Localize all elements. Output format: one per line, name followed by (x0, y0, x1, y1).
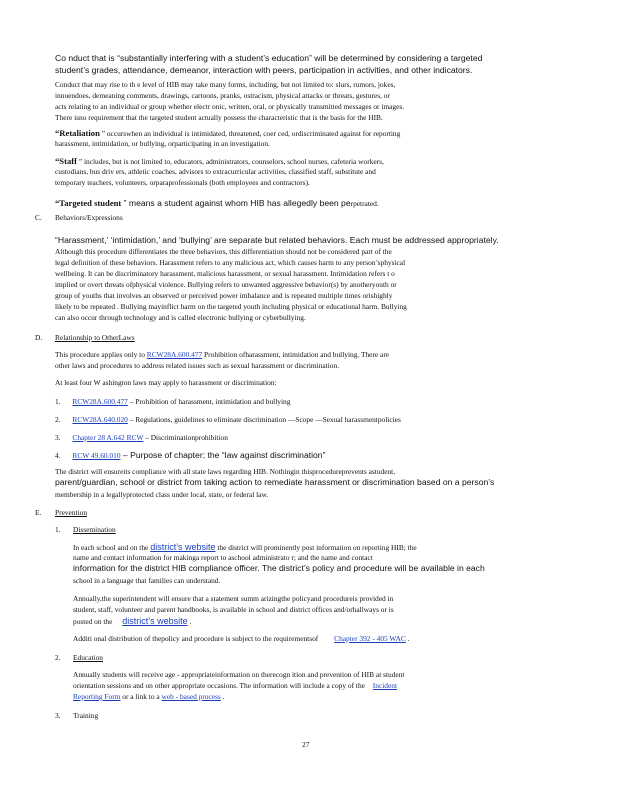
subsection-2-title: Education (73, 653, 103, 662)
subsection-2-number: 2. (55, 653, 61, 662)
subsection-1-title: Dissemination (73, 525, 116, 534)
section-c-title: Behaviors/Expressions (55, 213, 123, 222)
conduct-line-3: acts relating to an individual or group whether electr onic, written, oral, or physically transmitted messages or images. (55, 102, 405, 111)
education-line-1: Annually students will receive age - appropriateinformation on therecogn ition and prevention of HIB at student (73, 670, 405, 679)
reporting-form-link[interactable]: Reporting Form (73, 692, 121, 701)
section-d-letter: D. (35, 333, 43, 342)
law-item-4-number: 4. (55, 451, 61, 460)
district-compliance-line-2: parent/guardian, school or district from taking action to remediate harassment or discrimination based on a person’s (55, 477, 495, 487)
subsection-3-title: Training (73, 711, 99, 720)
section-c-letter: C. (35, 213, 42, 222)
district-compliance-line-1: The district will ensureits compliance with all state laws regarding HIB. Nothingin thisprocedureprevents astudent, (55, 467, 396, 476)
retaliation-definition-line-2: harassment, intimidation, or bullying, orparticipating in an investigation. (55, 139, 270, 148)
staff-definition-line-2: custodians, bus driv ers, athletic coaches, advisors to extracurricular activities, classified staff, substitute and (55, 167, 376, 176)
retaliation-term: “Retaliation (55, 128, 100, 138)
dissemination-text-start: In each school and on the (73, 543, 149, 552)
additional-distribution-text: Additi onal distribution of thepolicy and procedure is subject to the requirementsof (73, 634, 319, 643)
page-number: 27 (302, 740, 310, 749)
behaviors-line-1: Although this procedure differentiates the three behaviors, this differentiation should not be considered part of the (55, 247, 392, 256)
staff-definition-line-3: temporary teachers, volunteers, orparaprofessionals (both employees and contractors). (55, 178, 310, 187)
dissemination-text-end: the district will prominently post information on reporting HIB; the (215, 543, 417, 552)
law-item-1-number: 1. (55, 397, 61, 406)
dissemination-line-4: school in a language that families can understand. (73, 576, 221, 585)
education-line-2 (73, 681, 397, 690)
section-e-letter: E. (35, 508, 42, 517)
annual-statement-line-3 (73, 616, 191, 626)
annual-statement-text: posted on the (73, 617, 113, 626)
law-item-3-link[interactable]: Chapter 28 A.642 RCW (72, 433, 144, 442)
conduct-line-1: Conduct that may rise to th e level of HIB may take many forms, including, but not limited to: slurs, rumors, jokes, (55, 80, 396, 89)
staff-term: “Staff (55, 156, 77, 166)
staff-definition-line-1 (55, 156, 384, 166)
education-link-text: or a link to a (120, 692, 160, 701)
law-item-3-text: – Discriminationprohibition (143, 433, 228, 442)
law-item-4 (55, 450, 325, 460)
behaviors-line-4: implied or overt threats ofphysical violence. Bullying refers to unwanted aggressive behavior(s) by anotheryouth or (55, 280, 397, 289)
law-item-3-number: 3. (55, 433, 61, 442)
behaviors-lead: “Harassment,’ ‘intimidation,’ and ‘bullying’ are separate but related behaviors. Each must be addressed appropriately. (55, 235, 499, 245)
web-based-process-link[interactable]: web - based process (161, 692, 221, 701)
intro-line-2: student’s grades, attendance, demeanor, interaction with peers, participation in activities, and other indicators. (55, 65, 473, 75)
behaviors-line-5: group of youths that involves an observed or perceived power imbalance and is repeated multiple times orishighly (55, 291, 393, 300)
staff-text: ” includes, but is not limited to, educators, administrators, counselors, school nurses, cafeteria workers, (76, 157, 384, 166)
relationship-text-start: This procedure applies only to (55, 350, 145, 359)
additional-distribution-end: . (405, 634, 410, 643)
relationship-line-3: At least four W ashington laws may apply to harassment or discrimination: (55, 378, 277, 387)
relationship-line-1 (55, 350, 389, 359)
annual-statement-line-2: student, staff, volunteer and parent handbooks, is available in school and district offices and/orhallways or is (73, 605, 394, 614)
subsection-1-number: 1. (55, 525, 61, 534)
dissemination-line-3: information for the district HIB compliance officer. The district’s policy and procedure will be available in each (73, 563, 485, 573)
targeted-student-term: “Targeted student (55, 198, 122, 208)
intro-line-1: Co nduct that is “substantially interfering with a student’s education” will be determined by considering a targeted (55, 53, 483, 63)
law-item-2-number: 2. (55, 415, 61, 424)
conduct-line-4: There isno requirement that the targeted student actually possess the characteristic that is the basis for the HIB. (55, 113, 383, 122)
law-item-1 (55, 397, 290, 406)
retaliation-definition-line-1 (55, 128, 400, 138)
targeted-student-definition (55, 193, 379, 211)
law-item-4-link[interactable]: RCW 49.60.010 (72, 451, 121, 460)
law-item-1-link[interactable]: RCW28A.600.477 (72, 397, 128, 406)
law-item-2-text: – Regulations, guidelines to eliminate discrimination —Scope —Sexual harassmentpolicies (127, 415, 401, 424)
targeted-student-text: ” means a student against whom HIB has allegedly been pe (121, 198, 351, 208)
behaviors-line-6: likely to be repeated . Bullying mayinflict harm on the targeted youth including physical or educational harm. Bullying (55, 302, 407, 311)
law-item-3 (55, 433, 228, 442)
law-item-4-text: – Purpose of chapter; the “law against discrimination” (120, 450, 326, 460)
section-d-title: Relationship to OtherLaws (55, 333, 135, 342)
education-end: . (220, 692, 225, 701)
law-item-1-text: – Prohibition of harassment, intimidation and bullying (127, 397, 291, 406)
district-compliance-line-3: membership in a legallyprotected class under local, state, or federal law. (55, 490, 269, 499)
dissemination-line-2: name and contact information for makinga report to aschool administrato r; and the name and contact (73, 553, 373, 562)
district-website-link[interactable]: district’s website (150, 542, 216, 552)
education-text: orientation sessions and on other appropriate occasions. The information will include a copy of the (73, 681, 365, 690)
retaliation-text: ” occurswhen an individual is intimidated, threatened, coer ced, ordiscriminated against for reporting (99, 129, 401, 138)
annual-statement-end: . (187, 617, 192, 626)
relationship-text-end: Prohibition ofharassment, intimidation and bullying. There are (202, 350, 390, 359)
annual-statement-line-1: Annually,the superintendent will ensure that a statement summ arizingthe policyand procedureis provided in (73, 594, 394, 603)
section-e-title: Prevention (55, 508, 88, 517)
district-website-link-2[interactable]: district’s website (122, 616, 188, 626)
conduct-line-2: innuendoes, demeaning comments, drawings, cartoons, pranks, ostracism, physical attacks or threats, gestures, or (55, 91, 390, 100)
additional-distribution-line (73, 634, 410, 643)
subsection-3-number: 3. (55, 711, 61, 720)
education-line-3 (73, 692, 225, 701)
rcw-28a-600-477-link[interactable]: RCW28A.600.477 (146, 350, 203, 359)
dissemination-line-1 (73, 542, 417, 552)
chapter-392-405-wac-link[interactable]: Chapter 392 - 405 WAC (334, 634, 406, 643)
behaviors-line-2: legal definition of these behaviors. Harassment refers to any malicious act, which causes harm to any person’sphysical (55, 258, 406, 267)
incident-link[interactable]: Incident (372, 681, 398, 690)
behaviors-line-3: wellbeing. It can be discriminatory harassment, malicious harassment, or sexual harassment. Intimidation refers t o (55, 269, 395, 278)
relationship-line-2: other laws and procedures to address related issues such as sexual harassment or discrimination. (55, 361, 340, 370)
behaviors-line-7: can also occur through technology and is called electronic bullying or cyberbullying. (55, 313, 306, 322)
law-item-2-link[interactable]: RCW28A.640.020 (72, 415, 128, 424)
law-item-2 (55, 415, 401, 424)
targeted-student-text-end: rpetrated. (350, 199, 379, 208)
